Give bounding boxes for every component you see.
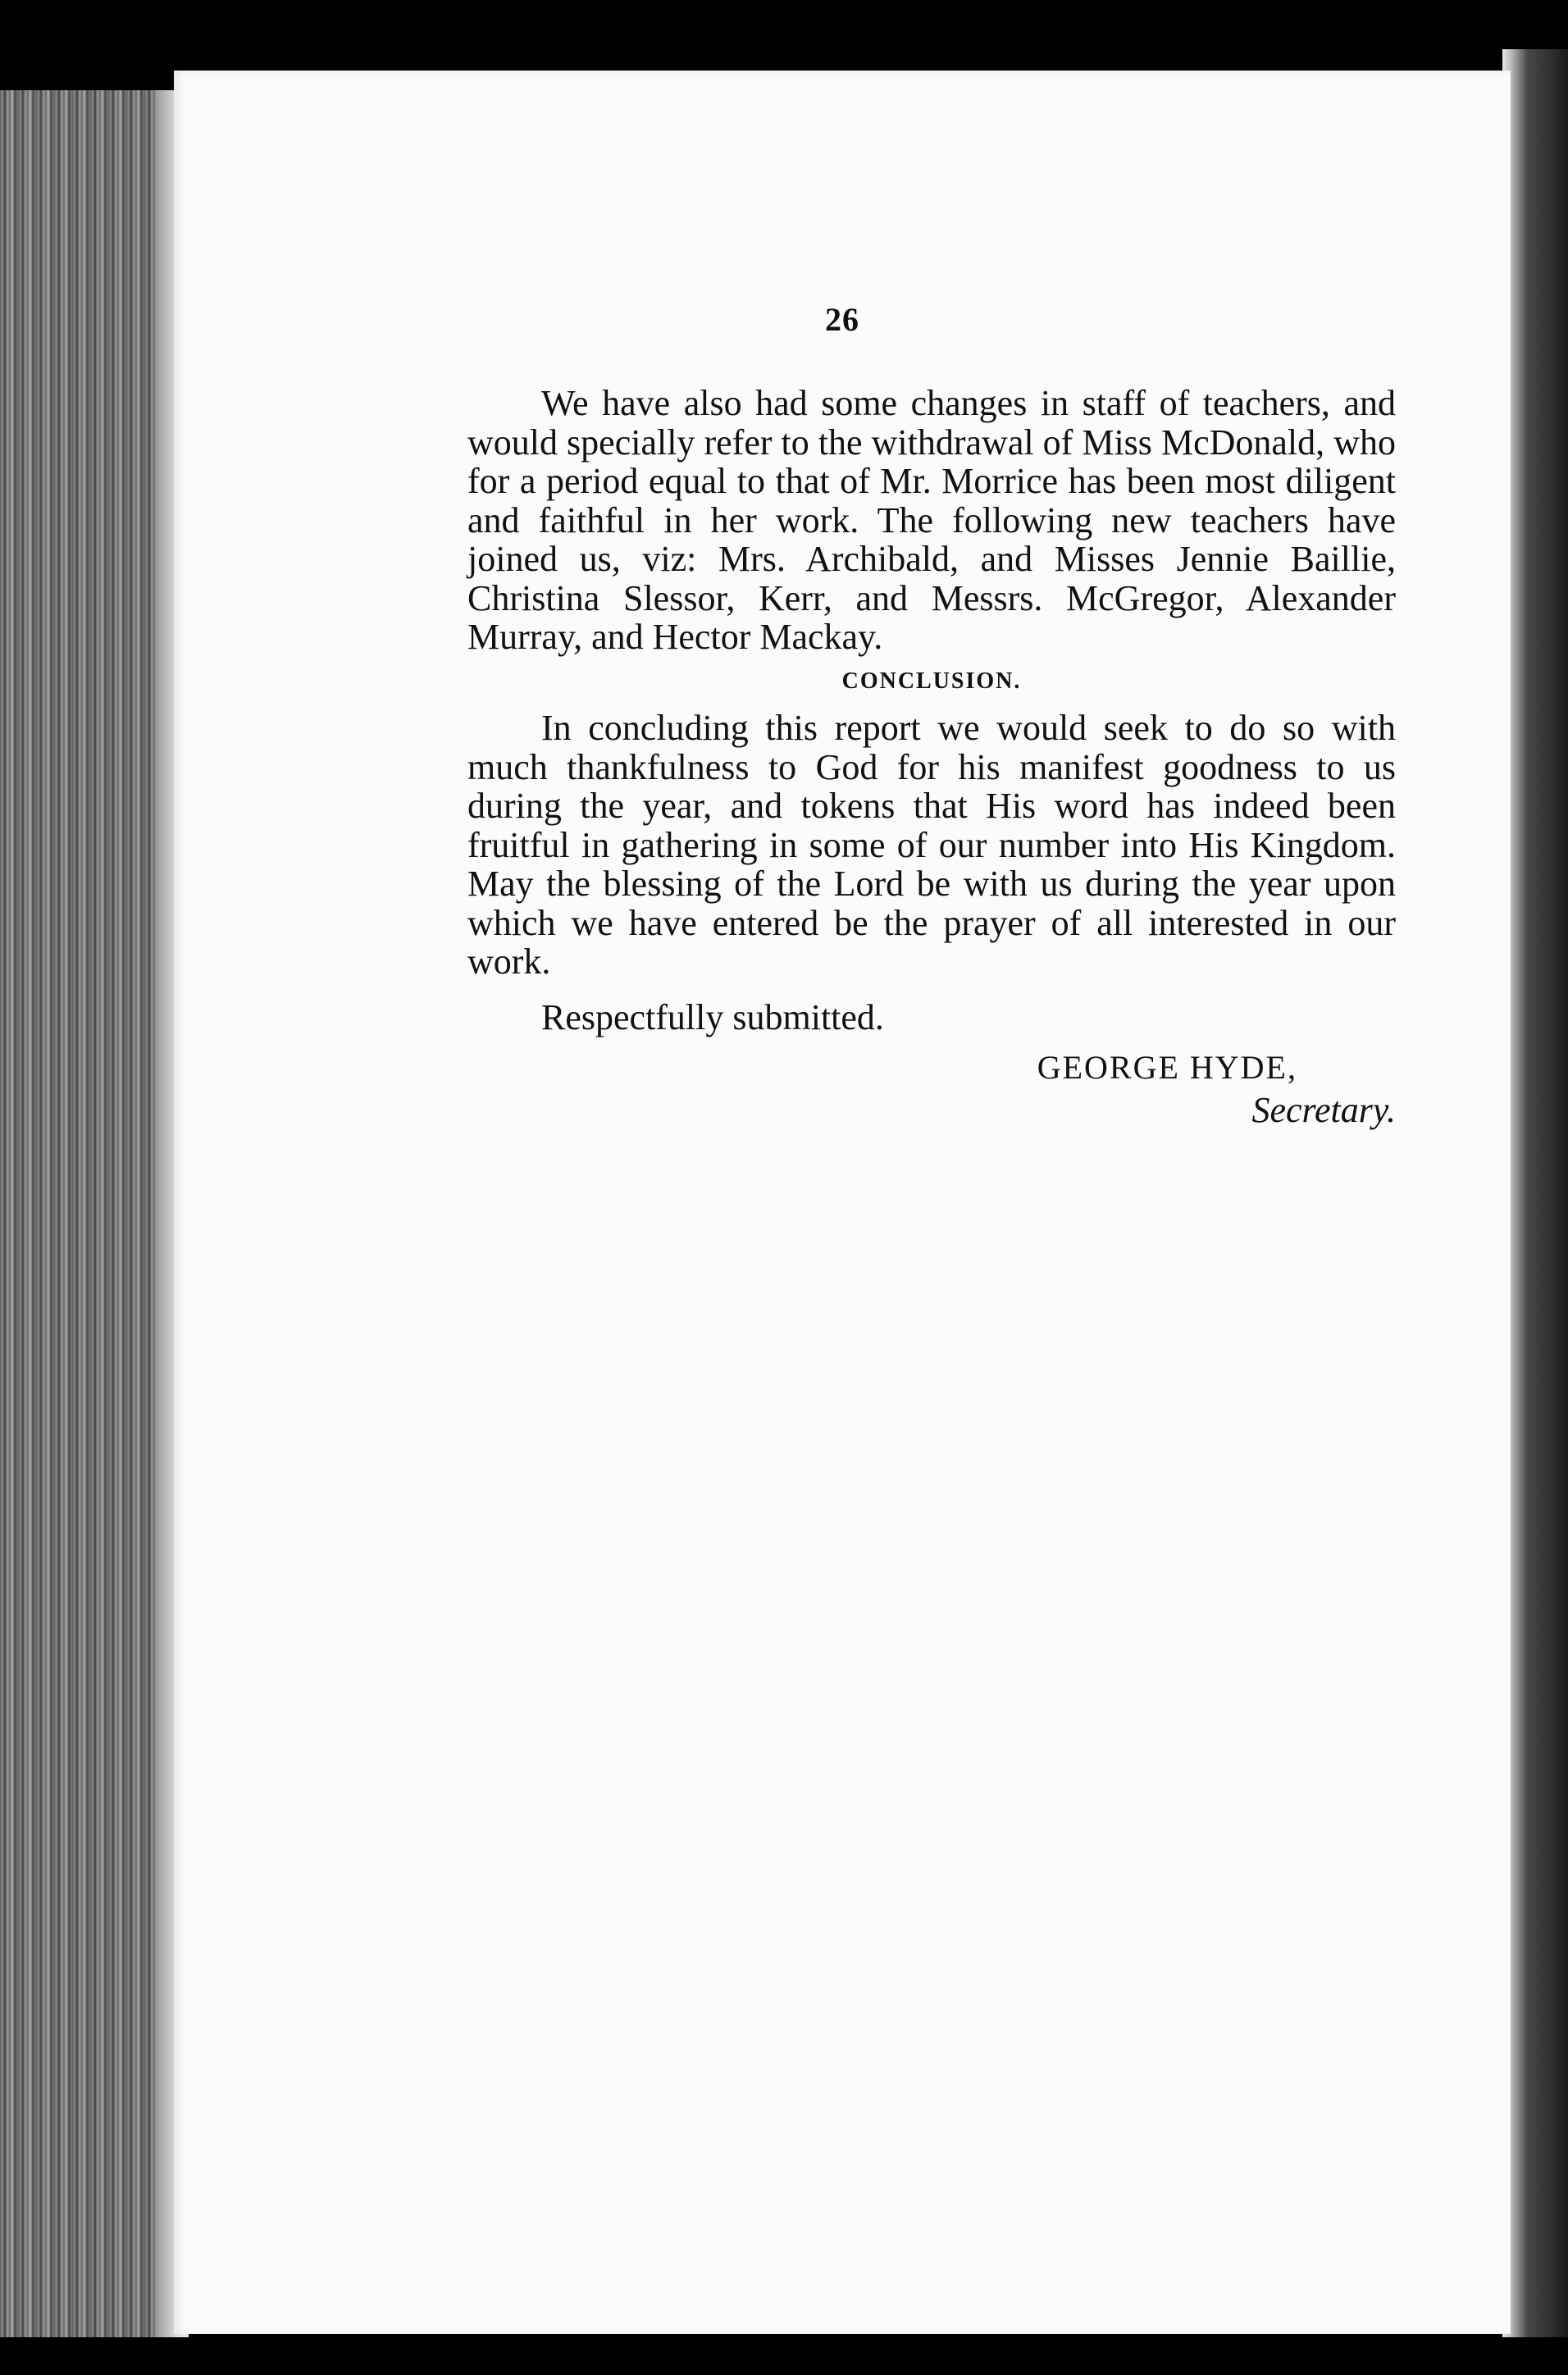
page-text-block: [467, 384, 1396, 1129]
book-page-edges: [0, 90, 189, 2337]
signature-title: Secretary.: [1251, 1089, 1396, 1130]
conclusion-heading: CONCLUSION.: [841, 668, 1022, 694]
page-sheet: [174, 71, 1511, 2334]
signature-name: GEORGE HYDE,: [1037, 1049, 1297, 1086]
page-number: 26: [825, 301, 859, 338]
conclusion-paragraph: In concluding this report we would seek to do so with much thankfulness to God for his manifest goodness to us during the year, and tokens that His word has indeed been fruitful in gathering in some of our number into His Kingdom. May the blessing of the Lord be with us during the year upon which we have entered be the prayer of all interested in our work.: [467, 708, 1396, 982]
book-right-edge: [1502, 49, 1568, 2337]
staff-changes-paragraph: We have also had some changes in staff of teachers, and would specially refer to the withdrawal of Miss McDonald, who for a period equal to that of Mr. Morrice has been most diligent and faithful in her work. The following new teachers have joined us, viz: Mrs. Archibald, and Misses Jennie Baillie, Christina Slessor, Kerr, and Messrs. McGregor, Alexander Murray, and Hector Mackay.: [467, 383, 1396, 657]
closing-line: Respectfully submitted.: [541, 996, 884, 1037]
